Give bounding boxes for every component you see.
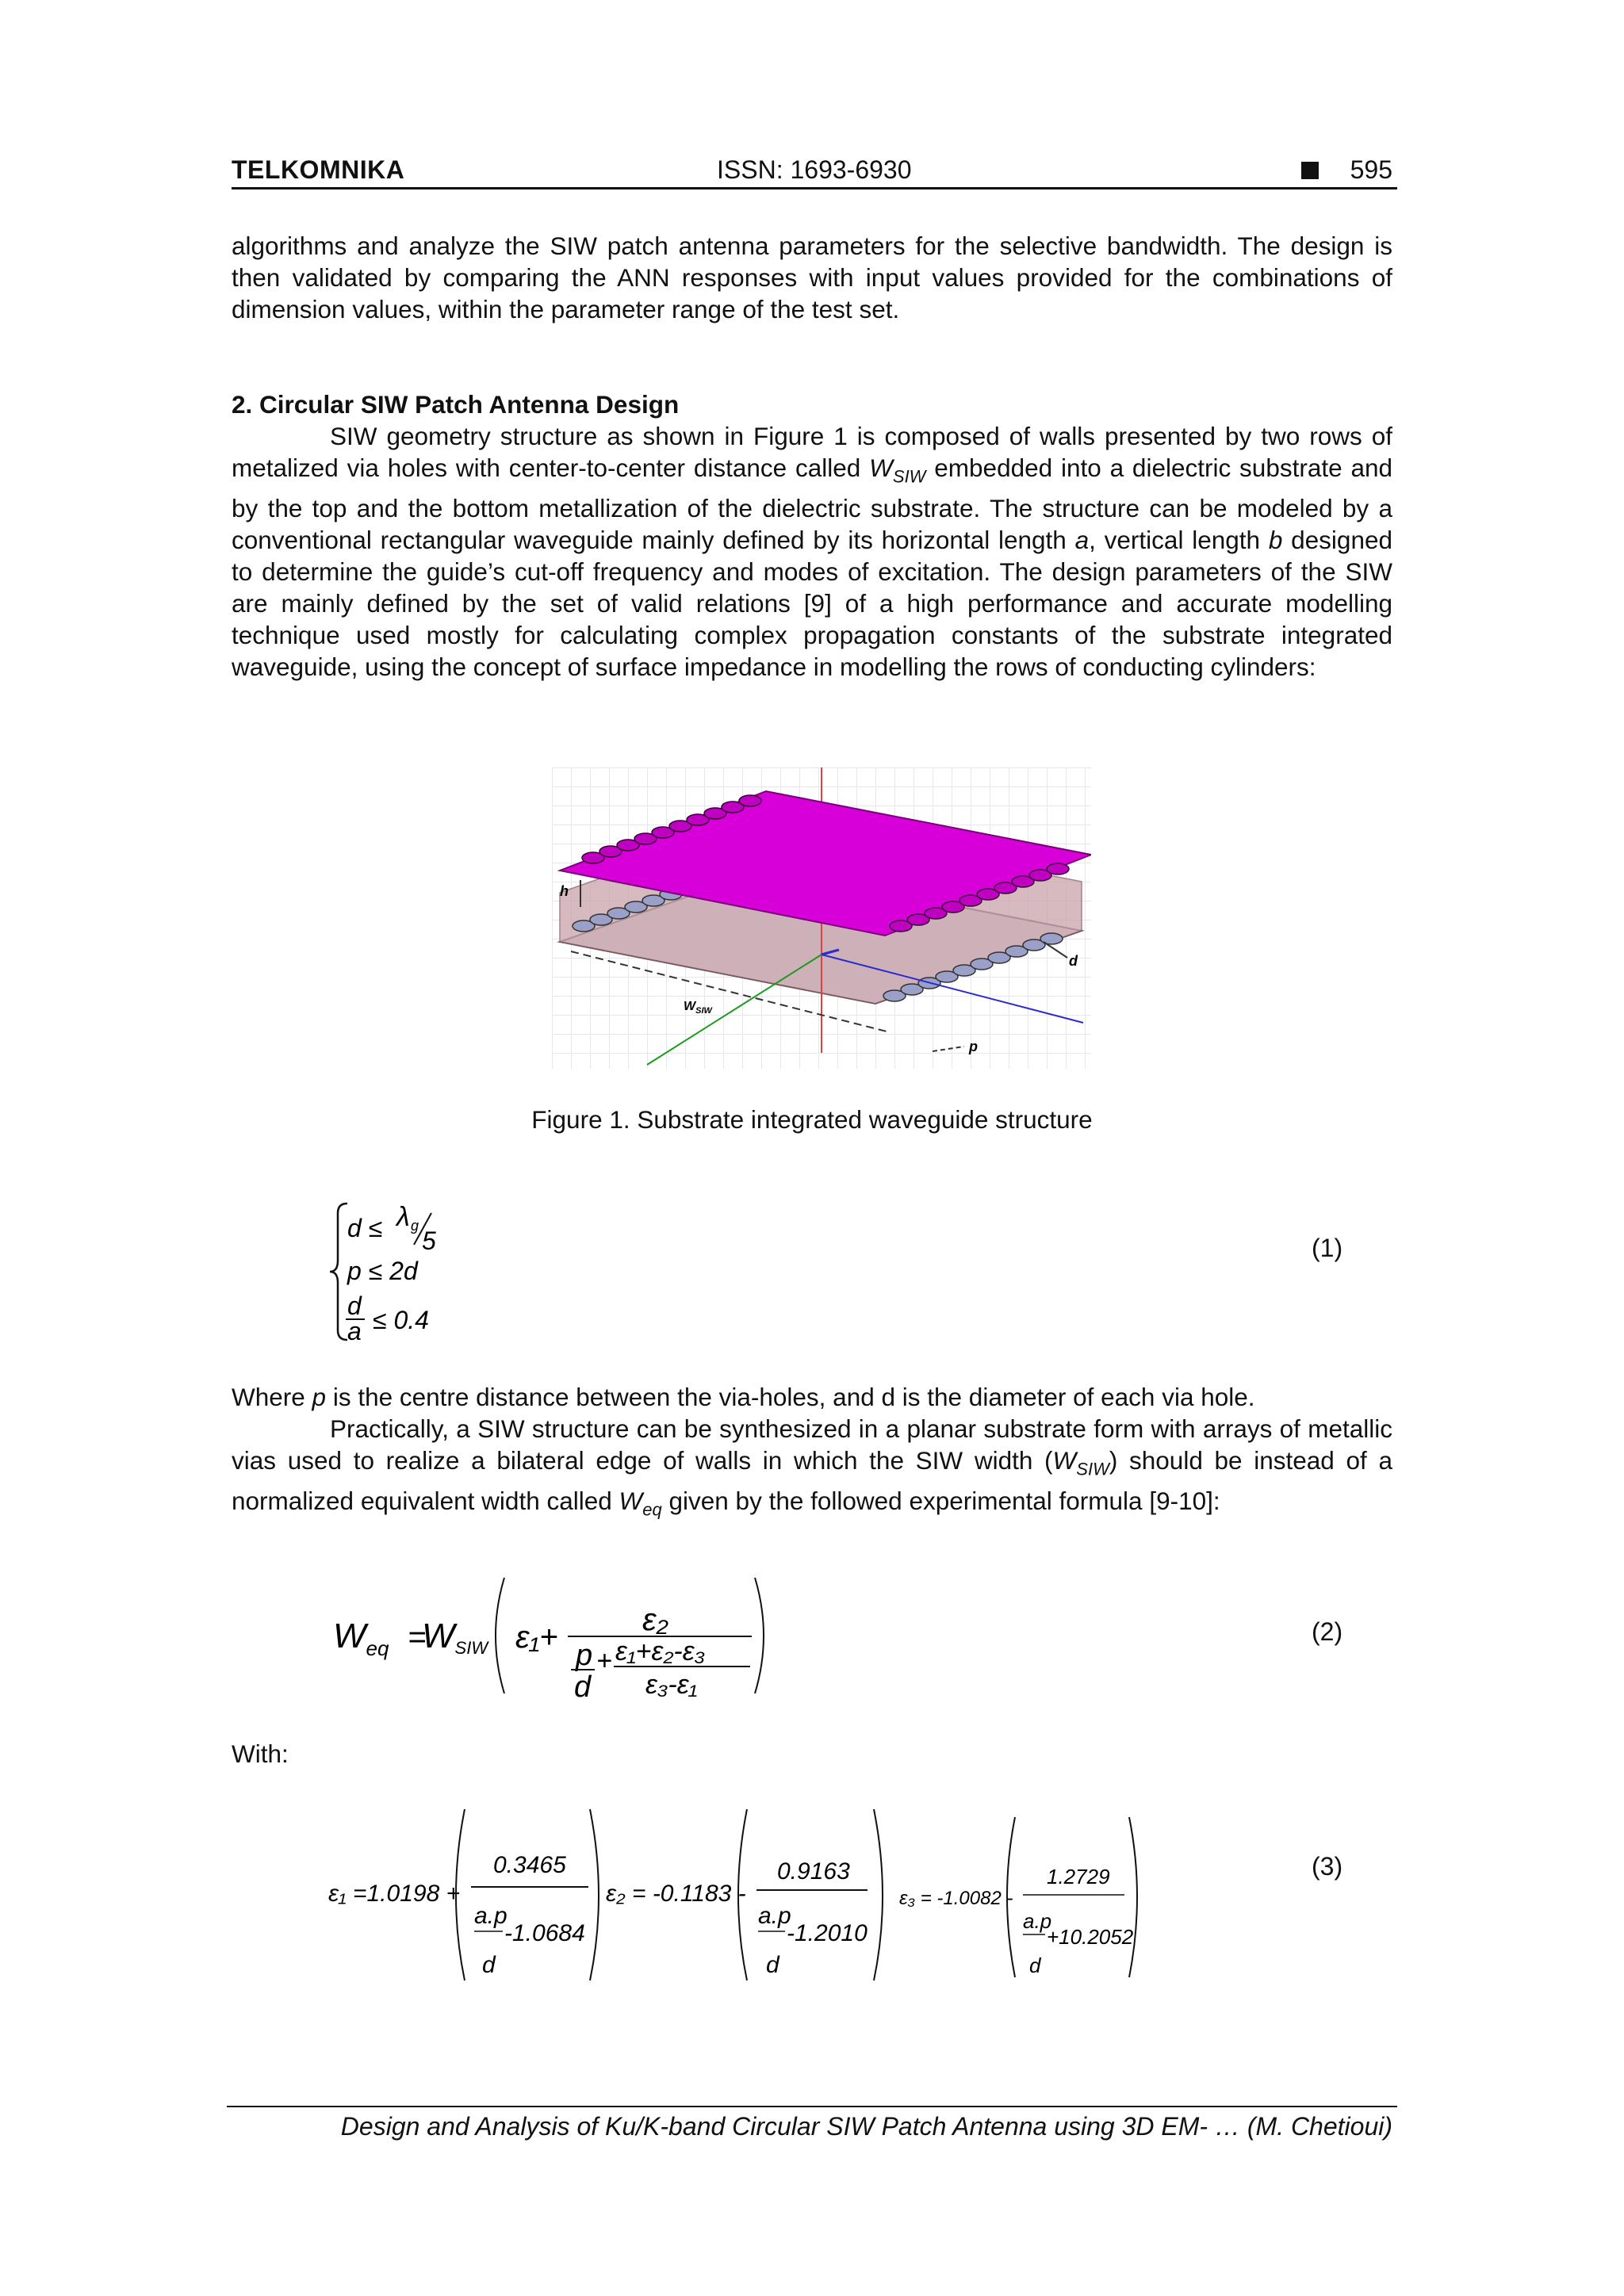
svg-text:ε₂ = -0.1183 -: ε₂ = -0.1183 - xyxy=(606,1881,746,1907)
svg-text:a.p: a.p xyxy=(1023,1909,1052,1933)
section-paragraph-1: SIW geometry structure as shown in Figure 1 is composed of walls presented by two rows of metalized via holes with center-to-center distance called $W_{SIW}$ embedded into a dielectric substrate and by the top and the bottom metallization of the dielectric substrate. The structure can be modeled by a conventional rectangular waveguide mainly defined by its horizontal length a, vertical length b designed to determine the guide’s cut-off frequency and modes of excitation. The design parameters of the SIW are mainly defined by the set of valid relations [9] of a high performance and accurate modelling technique used mostly for calculating complex propagation constants of the substrate integrated waveguide, using the concept of surface impedance in modelling the rows of conducting cylinders: xyxy=(232,422,1392,682)
journal-name: TELKOMNIKA xyxy=(232,155,405,184)
svg-text:0.3465: 0.3465 xyxy=(493,1852,566,1878)
svg-text:d: d xyxy=(766,1952,779,1978)
page-number: 595 xyxy=(1350,155,1392,184)
footer-rule xyxy=(227,2106,1397,2107)
label-p: p xyxy=(969,1039,978,1054)
svg-text:0.9163: 0.9163 xyxy=(777,1858,850,1885)
label-wsiw: $W_{SIW}$ xyxy=(684,1000,712,1016)
equation-2-number: (2) xyxy=(1312,1617,1343,1646)
equation-2 xyxy=(328,1568,772,1703)
figure-caption: Figure 1. Substrate integrated waveguide structure xyxy=(531,1105,1093,1134)
figure-1 xyxy=(552,767,1091,1069)
left-brace xyxy=(330,1203,347,1340)
label-h: h xyxy=(560,883,569,899)
svg-text:ε₁+: ε₁+ xyxy=(515,1620,558,1655)
svg-text:d: d xyxy=(1029,1954,1041,1977)
svg-text:ε₂: ε₂ xyxy=(642,1602,668,1637)
svg-text:d: d xyxy=(347,1292,362,1320)
svg-text:ε₃ = -1.0082 -: ε₃ = -1.0082 - xyxy=(899,1888,1013,1909)
svg-text:+10.2052: +10.2052 xyxy=(1047,1925,1134,1949)
svg-text:≤ 0.4: ≤ 0.4 xyxy=(373,1306,429,1334)
equation-1 xyxy=(328,1197,550,1348)
svg-text:a.p: a.p xyxy=(758,1903,791,1929)
svg-text:a: a xyxy=(347,1317,362,1345)
svg-text:-1.2010: -1.2010 xyxy=(787,1920,868,1946)
svg-text:Weq: $W_{eq}$ xyxy=(333,1617,389,1660)
square-bullet-icon xyxy=(1301,162,1319,179)
equation-3 xyxy=(328,1801,1145,1992)
label-d: d xyxy=(1069,953,1078,969)
svg-text:ε₃-ε₁: ε₃-ε₁ xyxy=(645,1670,698,1700)
svg-text:a.p: a.p xyxy=(474,1903,508,1929)
svg-text:ε₁ =1.0198 +: ε₁ =1.0198 + xyxy=(328,1881,461,1907)
svg-text:λ: λ xyxy=(396,1202,410,1232)
section-heading: 2. Circular SIW Patch Antenna Design xyxy=(232,390,680,419)
svg-text:WSIW: WSIW xyxy=(422,1617,488,1658)
footer-text: Design and Analysis of Ku/K-band Circular SIW Patch Antenna using 3D EM- … (M. Chetioui) xyxy=(340,2112,1392,2141)
svg-text:+: + xyxy=(596,1646,612,1676)
practically-paragraph: Practically, a SIW structure can be synthesized in a planar substrate form with arrays of metallic vias used to realize a bilateral edge of walls in which the SIW width $(W_{SIW})$ should be instead of a normalized equivalent width called $W_{eq}$ given by the followed experimental formula [9-10]: xyxy=(232,1414,1392,1520)
svg-text:p: p xyxy=(576,1639,593,1672)
svg-text:p ≤ 2d: p ≤ 2d xyxy=(347,1257,418,1285)
where-paragraph: Where p is the centre distance between the via-holes, and d is the diameter of each via hole. xyxy=(232,1383,1255,1411)
page-number-block xyxy=(1301,155,1392,185)
right-paren xyxy=(755,1578,764,1693)
header-rule xyxy=(232,187,1397,189)
svg-text:d: d xyxy=(482,1952,496,1978)
with-label: With: xyxy=(232,1739,289,1768)
equation-3-number: (3) xyxy=(1312,1852,1343,1881)
svg-text:g: g xyxy=(411,1218,419,1234)
svg-text:-1.0684: -1.0684 xyxy=(504,1920,585,1946)
svg-text:5: 5 xyxy=(422,1226,436,1255)
svg-text:ε₁+ε₂-ε₃: ε₁+ε₂-ε₃ xyxy=(615,1636,706,1667)
svg-text:d: d xyxy=(574,1670,592,1703)
svg-text:1.2729: 1.2729 xyxy=(1047,1865,1110,1888)
svg-text:d ≤: d ≤ xyxy=(347,1214,383,1242)
siw-structure-figure xyxy=(552,767,1091,1069)
left-paren xyxy=(496,1578,504,1693)
intro-paragraph: algorithms and analyze the SIW patch antenna parameters for the selective bandwidth. The design is then validated by comparing the ANN responses with input values provided for the combinations of dimension values, within the parameter range of the test set. xyxy=(232,232,1392,323)
equation-1-number: (1) xyxy=(1312,1234,1343,1262)
svg-text:=: = xyxy=(408,1620,427,1655)
issn: ISSN: 1693-6930 xyxy=(717,155,912,184)
